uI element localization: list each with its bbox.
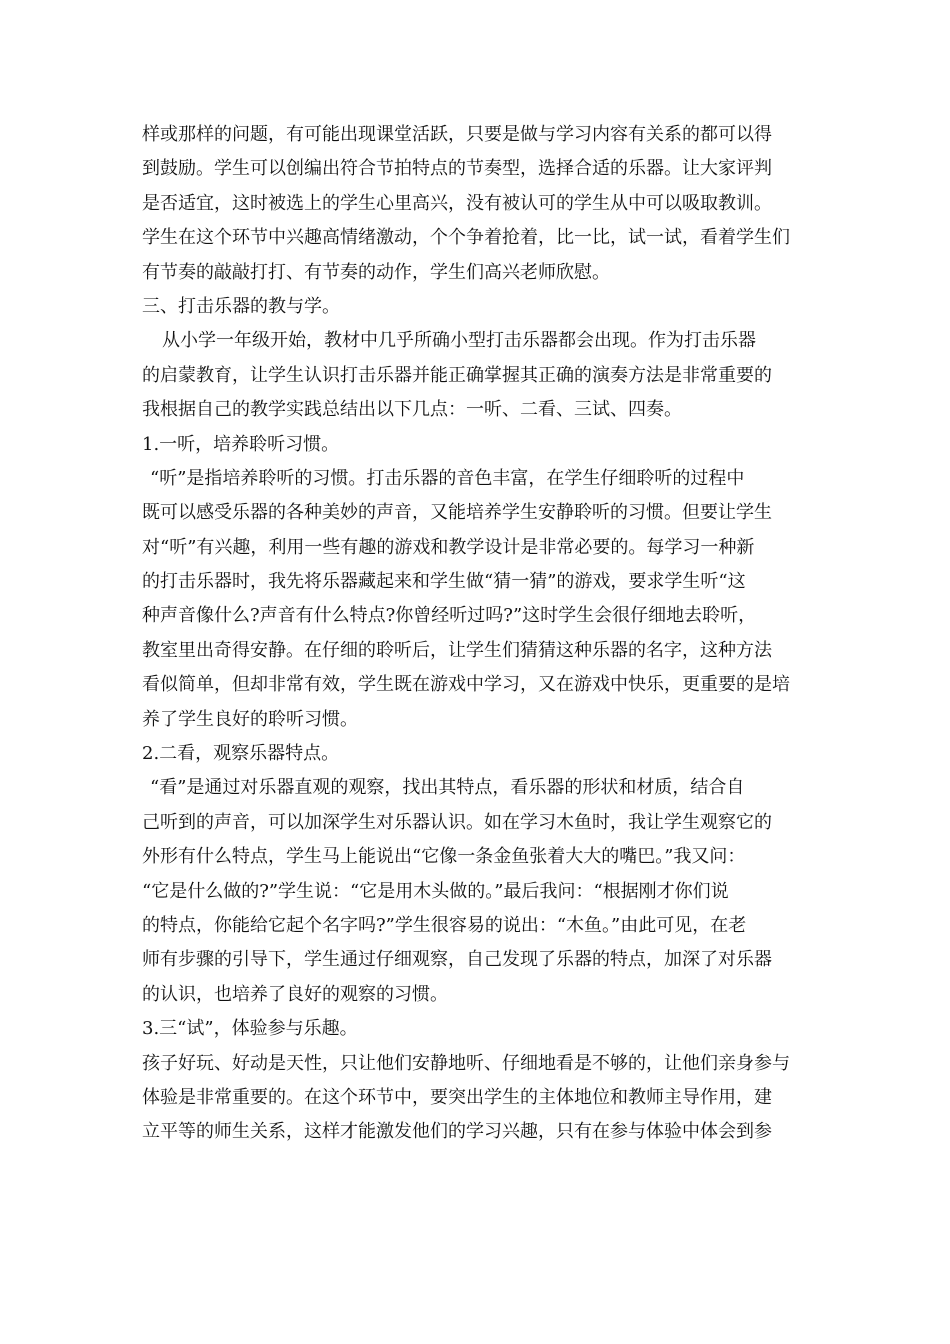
text-line: “看”是通过对乐器直观的观察，找出其特点，看乐器的形状和材质，结合自 — [150, 777, 745, 799]
text-line: 立平等的师生关系，这样才能激发他们的学习兴趣，只有在参与体验中体会到参 — [142, 1121, 772, 1143]
text-line: 己听到的声音，可以加深学生对乐器认识。如在学习木鱼时，我让学生观察它的 — [142, 811, 772, 833]
text-line: 到鼓励。学生可以创编出符合节拍特点的节奏型，选择合适的乐器。让大家评判 — [142, 158, 772, 180]
text-line: 师有步骤的引导下，学生通过仔细观察，自己发现了乐器的特点，加深了对乐器 — [142, 949, 772, 971]
text-line: 的启蒙教育，让学生认识打击乐器并能正确掌握其正确的演奏方法是非常重要的 — [142, 364, 772, 386]
subsection-heading: 1.一听，培养聆听习惯。 — [142, 433, 340, 455]
text-line: 是否适宜，这时被选上的学生心里高兴，没有被认可的学生从中可以吸取教训。 — [142, 192, 772, 214]
subsection-heading: 2.二看，观察乐器特点。 — [142, 743, 340, 765]
text-line: 看似简单，但却非常有效，学生既在游戏中学习，又在游戏中快乐，更重要的是培 — [142, 674, 790, 696]
text-line: 教室里出奇得安静。在仔细的聆听后，让学生们猜猜这种乐器的名字，这种方法 — [142, 639, 772, 661]
text-line: “它是什么做的?”学生说：“它是用木头做的。”最后我问：“根据刚才你们说 — [142, 880, 729, 902]
text-line: 对“听”有兴趣，利用一些有趣的游戏和教学设计是非常必要的。每学习一种新 — [142, 536, 755, 558]
text-line: 的认识，也培养了良好的观察的习惯。 — [142, 983, 448, 1005]
text-line: “听”是指培养聆听的习惯。打击乐器的音色丰富，在学生仔细聆听的过程中 — [150, 467, 745, 489]
text-line: 种声音像什么?声音有什么特点?你曾经听过吗?”这时学生会很仔细地去聆听， — [142, 605, 757, 627]
text-line: 从小学一年级开始，教材中几乎所确小型打击乐器都会出现。作为打击乐器 — [162, 330, 756, 352]
text-line: 外形有什么特点，学生马上能说出“它像一条金鱼张着大大的嘴巴。”我又问： — [142, 846, 746, 868]
subsection-heading: 3.三“试”，体验参与乐趣。 — [142, 1018, 358, 1040]
text-line: 的打击乐器时，我先将乐器藏起来和学生做“猜一猜”的游戏，要求学生听“这 — [142, 571, 746, 593]
text-line: 学生在这个环节中兴趣高情绪激动，个个争着抢着，比一比，试一试，看着学生们 — [142, 227, 790, 249]
text-line: 有节奏的敲敲打打、有节奏的动作，学生们高兴老师欣慰。 — [142, 261, 610, 283]
text-line: 孩子好玩、好动是天性，只让他们安静地听、仔细地看是不够的，让他们亲身参与 — [142, 1052, 790, 1074]
text-line: 体验是非常重要的。在这个环节中，要突出学生的主体地位和教师主导作用，建 — [142, 1086, 772, 1108]
document-body — [142, 118, 814, 1150]
section-heading: 三、打击乐器的教与学。 — [142, 295, 340, 317]
text-line: 样或那样的问题，有可能出现课堂活跃，只要是做与学习内容有关系的都可以得 — [142, 124, 772, 145]
text-line: 既可以感受乐器的各种美妙的声音，又能培养学生安静聆听的习惯。但要让学生 — [142, 502, 772, 524]
text-line: 我根据自己的教学实践总结出以下几点：一听、二看、三试、四奏。 — [142, 399, 682, 421]
text-line: 养了学生良好的聆听习惯。 — [142, 708, 358, 730]
text-line: 的特点，你能给它起个名字吗?”学生很容易的说出：“木鱼。”由此可见，在老 — [142, 914, 747, 936]
